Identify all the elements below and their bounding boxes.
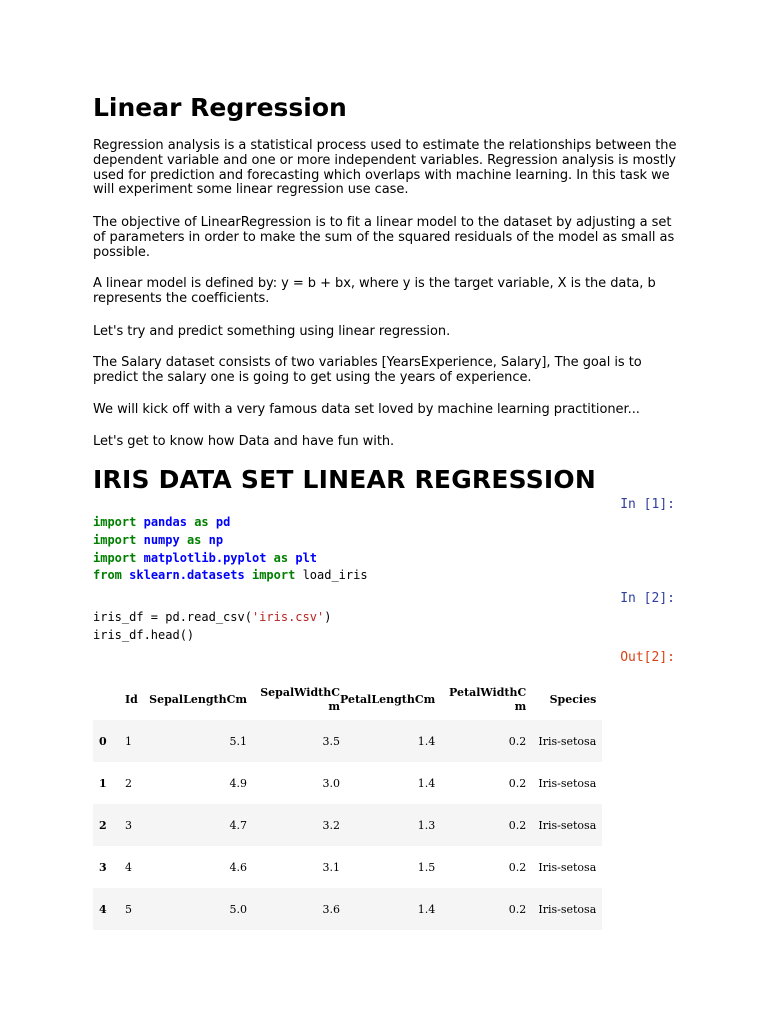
dataframe-output xyxy=(93,680,602,930)
cell-species: Iris-setosa xyxy=(538,902,597,916)
cell-id: 5 xyxy=(125,902,132,916)
table-header-row xyxy=(93,680,602,720)
kickoff-paragraph: We will kick off with a very famous data set loved by machine learning practitioner... xyxy=(93,402,640,417)
objective-paragraph: The objective of LinearRegression is to fit a linear model to the dataset by adjusting a set of parameters in order to make the sum of the squared residuals of the model as small as possible. xyxy=(93,215,675,260)
cell-species: Iris-setosa xyxy=(538,776,597,790)
cell-petal-length: 1.4 xyxy=(417,734,436,748)
code-line: iris_df.head() xyxy=(93,627,195,642)
cell-petal-length: 1.5 xyxy=(417,860,436,874)
cell-sepal-length: 4.7 xyxy=(229,818,247,832)
code-line: import matplotlib.pyplot as plt xyxy=(93,550,318,565)
table-row xyxy=(93,762,602,804)
cell-species: Iris-setosa xyxy=(538,860,597,874)
cell-sepal-width: 3.1 xyxy=(322,860,340,874)
code-line: import pandas as pd xyxy=(93,515,231,529)
cell-petal-length: 1.3 xyxy=(417,818,436,832)
row-index: 3 xyxy=(99,860,107,874)
cell-petal-width: 0.2 xyxy=(508,776,527,790)
row-index: 0 xyxy=(99,734,107,748)
cell-species: Iris-setosa xyxy=(538,734,597,748)
cell-petal-width: 0.2 xyxy=(508,734,527,748)
row-index: 4 xyxy=(99,902,107,916)
table-row xyxy=(93,720,602,762)
code-cell-2[interactable] xyxy=(93,609,331,645)
cell-sepal-length: 4.9 xyxy=(229,776,247,790)
cell-id: 1 xyxy=(125,734,132,748)
cell-petal-length: 1.4 xyxy=(417,902,436,916)
cell-sepal-length: 5.0 xyxy=(229,902,247,916)
input-prompt-1: In [1]: xyxy=(620,497,675,512)
cell-petal-width: 0.2 xyxy=(508,860,527,874)
column-header-petal-length: PetalLengthCm xyxy=(340,693,436,706)
try-paragraph: Let's try and predict something using linear regression. xyxy=(93,324,451,339)
input-prompt-2: In [2]: xyxy=(620,591,675,606)
table-row xyxy=(93,888,602,930)
cell-id: 4 xyxy=(125,860,132,874)
salary-dataset-paragraph: The Salary dataset consists of two variables [YearsExperience, Salary], The goal is to predict the salary one is going to get using the years of experience. xyxy=(93,355,642,385)
cell-sepal-length: 5.1 xyxy=(229,734,247,748)
cell-petal-length: 1.4 xyxy=(417,776,436,790)
code-line: iris_df = pd.read_csv('iris.csv') xyxy=(93,610,332,624)
cell-sepal-width: 3.0 xyxy=(322,776,340,790)
code-line: from sklearn.datasets import load_iris xyxy=(93,568,368,583)
cell-petal-width: 0.2 xyxy=(508,818,527,832)
cell-id: 3 xyxy=(125,818,132,832)
table-row xyxy=(93,846,602,888)
column-header-sepal-width: SepalWidthC m xyxy=(260,686,340,713)
section-heading: IRIS DATA SET LINEAR REGRESSION xyxy=(93,465,597,494)
cell-petal-width: 0.2 xyxy=(508,902,527,916)
column-header-sepal-length: SepalLengthCm xyxy=(149,693,247,706)
row-index: 1 xyxy=(99,776,107,790)
table-row xyxy=(93,804,602,846)
iris-head-table xyxy=(93,680,602,930)
column-header-petal-width: PetalWidthC m xyxy=(449,686,527,713)
cell-species: Iris-setosa xyxy=(538,818,597,832)
output-prompt-2: Out[2]: xyxy=(620,650,675,665)
column-header-species: Species xyxy=(549,693,597,706)
cell-sepal-width: 3.2 xyxy=(322,818,340,832)
intro-paragraph: Regression analysis is a statistical process used to estimate the relationships between the dependent variable and one or more independent variables. Regression analysis is mostly used for prediction and forecasting which overlaps with machine learning. In this task we will experiment some linear regression use case. xyxy=(93,138,677,198)
column-header-id: Id xyxy=(125,693,138,706)
cell-sepal-length: 4.6 xyxy=(229,860,247,874)
code-line: import numpy as np xyxy=(93,532,224,547)
cell-id: 2 xyxy=(125,776,132,790)
page-title: Linear Regression xyxy=(93,93,347,122)
code-cell-1[interactable] xyxy=(93,514,368,585)
data-fun-paragraph: Let's get to know how Data and have fun with. xyxy=(93,434,395,449)
index-header xyxy=(93,680,121,720)
cell-sepal-width: 3.6 xyxy=(322,902,340,916)
model-definition-paragraph: A linear model is defined by: y = b + bx, where y is the target variable, X is the data, b represents the coefficients. xyxy=(93,276,656,306)
cell-sepal-width: 3.5 xyxy=(322,734,340,748)
row-index: 2 xyxy=(99,818,107,832)
